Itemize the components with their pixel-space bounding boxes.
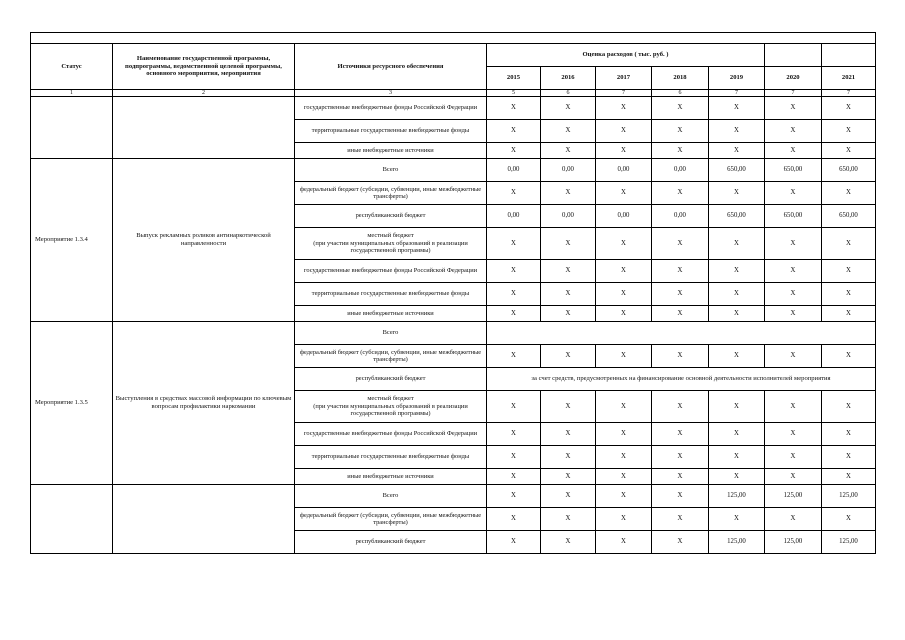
source-cell: республиканский бюджет xyxy=(295,531,487,554)
value-cell: X xyxy=(765,306,822,322)
value-cell: X xyxy=(822,283,876,306)
value-cell: X xyxy=(709,260,765,283)
program-name-cell xyxy=(113,97,295,159)
value-cell: X xyxy=(765,120,822,143)
value-cell: 0,00 xyxy=(487,205,541,228)
value-cell: X xyxy=(487,508,541,531)
value-cell: X xyxy=(765,469,822,485)
value-cell: X xyxy=(652,182,709,205)
value-cell: X xyxy=(822,97,876,120)
value-cell: 650,00 xyxy=(822,159,876,182)
value-cell: X xyxy=(487,423,541,446)
value-cell: X xyxy=(652,260,709,283)
source-cell: федеральный бюджет (субсидии, субвенции, иные межбюджетные трансферты) xyxy=(295,345,487,368)
value-cell: X xyxy=(596,423,652,446)
value-cell: 125,00 xyxy=(822,531,876,554)
source-cell: республиканский бюджет xyxy=(295,205,487,228)
value-cell: X xyxy=(822,446,876,469)
value-cell: 125,00 xyxy=(822,485,876,508)
value-cell: X xyxy=(652,423,709,446)
value-cell: 0,00 xyxy=(596,159,652,182)
value-cell: X xyxy=(596,306,652,322)
value-cell: 650,00 xyxy=(709,205,765,228)
source-cell: государственные внебюджетные фонды Российской Федерации xyxy=(295,97,487,120)
value-cell: 0,00 xyxy=(652,205,709,228)
value-cell: X xyxy=(596,143,652,159)
value-cell: X xyxy=(765,391,822,423)
value-cell: 650,00 xyxy=(822,205,876,228)
source-cell: местный бюджет (при участии муниципальных образований в реализации государственной программы) xyxy=(295,228,487,260)
value-cell: X xyxy=(541,423,596,446)
value-cell: 125,00 xyxy=(765,531,822,554)
value-cell: X xyxy=(652,120,709,143)
value-cell: X xyxy=(487,469,541,485)
value-cell: X xyxy=(822,120,876,143)
value-cell: X xyxy=(541,182,596,205)
value-cell: X xyxy=(765,283,822,306)
sources-header: Источники ресурсного обеспечения xyxy=(295,44,487,90)
source-cell: иные внебюджетные источники xyxy=(295,469,487,485)
value-cell: X xyxy=(541,260,596,283)
value-cell: 0,00 xyxy=(596,205,652,228)
value-cell: X xyxy=(487,306,541,322)
column-number: 1 xyxy=(31,90,113,97)
value-cell: 125,00 xyxy=(709,531,765,554)
value-cell: 125,00 xyxy=(765,485,822,508)
source-cell: иные внебюджетные источники xyxy=(295,143,487,159)
source-cell: иные внебюджетные источники xyxy=(295,306,487,322)
program-name-cell xyxy=(113,485,295,554)
value-cell: X xyxy=(541,143,596,159)
column-number: 5 xyxy=(487,90,541,97)
value-cell: X xyxy=(765,182,822,205)
source-cell: территориальные государственные внебюджетные фонды xyxy=(295,283,487,306)
value-cell: X xyxy=(541,531,596,554)
value-cell: X xyxy=(487,97,541,120)
empty-header-2021 xyxy=(822,44,876,67)
column-number: 2 xyxy=(113,90,295,97)
value-cell: X xyxy=(652,485,709,508)
source-cell: Всего xyxy=(295,485,487,508)
status-cell: Мероприятие 1.3.5 xyxy=(31,322,113,485)
value-cell: X xyxy=(487,531,541,554)
estimate-header xyxy=(487,44,765,67)
value-cell: X xyxy=(709,446,765,469)
value-cell: X xyxy=(709,283,765,306)
year-header: 2017 xyxy=(596,67,652,90)
table-row xyxy=(31,159,876,182)
year-header: 2015 xyxy=(487,67,541,90)
value-cell: X xyxy=(652,97,709,120)
resource-table xyxy=(30,32,876,554)
year-header: 2018 xyxy=(652,67,709,90)
value-cell: X xyxy=(541,469,596,485)
year-header: 2021 xyxy=(822,67,876,90)
value-cell: X xyxy=(487,391,541,423)
value-cell: X xyxy=(487,283,541,306)
value-cell: X xyxy=(596,485,652,508)
value-cell: X xyxy=(596,283,652,306)
value-cell: X xyxy=(541,508,596,531)
value-cell: X xyxy=(709,391,765,423)
value-cell: X xyxy=(652,143,709,159)
value-cell: X xyxy=(709,306,765,322)
value-cell: X xyxy=(487,120,541,143)
value-cell: X xyxy=(709,469,765,485)
value-cell: X xyxy=(652,345,709,368)
value-cell: X xyxy=(487,182,541,205)
column-numbers-row xyxy=(31,90,876,97)
value-cell: X xyxy=(822,143,876,159)
source-cell: Всего xyxy=(295,322,487,345)
year-header: 2016 xyxy=(541,67,596,90)
value-cell: X xyxy=(487,446,541,469)
value-cell: X xyxy=(709,228,765,260)
value-cell: 0,00 xyxy=(487,159,541,182)
value-cell: 650,00 xyxy=(765,205,822,228)
value-cell: X xyxy=(652,446,709,469)
value-cell: X xyxy=(596,97,652,120)
status-cell xyxy=(31,97,113,159)
value-cell: X xyxy=(822,391,876,423)
source-cell: республиканский бюджет xyxy=(295,368,487,391)
source-cell: федеральный бюджет (субсидии, субвенции, иные межбюджетные трансферты) xyxy=(295,508,487,531)
value-cell: X xyxy=(596,120,652,143)
table-row xyxy=(31,322,876,345)
value-cell: X xyxy=(765,260,822,283)
program-name-cell: Выступления в средствах массовой информации по ключевым вопросам профилактики наркомании xyxy=(113,322,295,485)
value-cell: X xyxy=(822,345,876,368)
value-cell: X xyxy=(487,143,541,159)
value-cell: X xyxy=(487,345,541,368)
value-cell: X xyxy=(765,97,822,120)
value-cell: X xyxy=(596,228,652,260)
value-cell: X xyxy=(652,508,709,531)
source-cell: территориальные государственные внебюджетные фонды xyxy=(295,120,487,143)
program-name-cell: Выпуск рекламных роликов антинаркотической направленности xyxy=(113,159,295,322)
value-cell: X xyxy=(822,306,876,322)
value-cell: 125,00 xyxy=(709,485,765,508)
value-cell: X xyxy=(541,228,596,260)
value-cell: X xyxy=(596,508,652,531)
status-cell: Мероприятие 1.3.4 xyxy=(31,159,113,322)
value-cell: X xyxy=(652,306,709,322)
value-cell: X xyxy=(541,120,596,143)
column-number: 7 xyxy=(709,90,765,97)
column-number: 7 xyxy=(765,90,822,97)
column-number: 7 xyxy=(596,90,652,97)
value-cell: X xyxy=(541,345,596,368)
value-cell: X xyxy=(596,391,652,423)
status-header: Статус xyxy=(31,44,113,90)
source-cell: местный бюджет (при участии муниципальных образований в реализации государственной программы) xyxy=(295,391,487,423)
empty-values-cell xyxy=(487,322,876,345)
value-cell: X xyxy=(596,531,652,554)
funding-note: за счет средств, предусмотренных на финансирование основной деятельности исполнителей мероприятия xyxy=(487,368,876,391)
value-cell: X xyxy=(765,228,822,260)
value-cell: X xyxy=(709,508,765,531)
value-cell: X xyxy=(596,446,652,469)
value-cell: X xyxy=(541,97,596,120)
value-cell: X xyxy=(709,120,765,143)
program-name-header: Наименование государственной программы, подпрограммы, ведомственной целевой программы, основного мероприятия, мероприятия xyxy=(113,44,295,90)
value-cell: X xyxy=(709,97,765,120)
value-cell: X xyxy=(652,283,709,306)
value-cell: X xyxy=(765,423,822,446)
year-header: 2020 xyxy=(765,67,822,90)
value-cell: X xyxy=(541,391,596,423)
value-cell: X xyxy=(487,485,541,508)
empty-header-2020 xyxy=(765,44,822,67)
table-row xyxy=(31,97,876,120)
top-strip xyxy=(31,33,876,44)
value-cell: X xyxy=(709,143,765,159)
value-cell: X xyxy=(487,260,541,283)
column-number: 6 xyxy=(541,90,596,97)
value-cell: X xyxy=(541,446,596,469)
table-row xyxy=(31,485,876,508)
value-cell: X xyxy=(596,345,652,368)
value-cell: X xyxy=(652,391,709,423)
value-cell: X xyxy=(822,260,876,283)
value-cell: X xyxy=(652,531,709,554)
value-cell: X xyxy=(541,283,596,306)
source-cell: государственные внебюджетные фонды Российской Федерации xyxy=(295,260,487,283)
status-cell xyxy=(31,485,113,554)
value-cell: X xyxy=(822,423,876,446)
source-cell: государственные внебюджетные фонды Российской Федерации xyxy=(295,423,487,446)
value-cell: X xyxy=(596,260,652,283)
header-row xyxy=(31,44,876,67)
value-cell: X xyxy=(765,345,822,368)
value-cell: X xyxy=(822,182,876,205)
year-header: 2019 xyxy=(709,67,765,90)
value-cell: X xyxy=(709,182,765,205)
value-cell: X xyxy=(822,228,876,260)
estimate-header-text: Оценка расходов ( тыс. руб. ) xyxy=(582,51,669,59)
source-cell: федеральный бюджет (субсидии, субвенции, иные межбюджетные трансферты) xyxy=(295,182,487,205)
value-cell: X xyxy=(596,469,652,485)
value-cell: 0,00 xyxy=(652,159,709,182)
value-cell: X xyxy=(765,143,822,159)
value-cell: X xyxy=(541,485,596,508)
value-cell: X xyxy=(487,228,541,260)
top-strip-row xyxy=(31,33,876,44)
source-cell: территориальные государственные внебюджетные фонды xyxy=(295,446,487,469)
value-cell: X xyxy=(709,423,765,446)
value-cell: 0,00 xyxy=(541,205,596,228)
value-cell: 650,00 xyxy=(765,159,822,182)
value-cell: X xyxy=(596,182,652,205)
value-cell: X xyxy=(765,446,822,469)
value-cell: X xyxy=(822,469,876,485)
value-cell: 650,00 xyxy=(709,159,765,182)
value-cell: 0,00 xyxy=(541,159,596,182)
value-cell: X xyxy=(541,306,596,322)
source-cell: Всего xyxy=(295,159,487,182)
value-cell: X xyxy=(652,228,709,260)
column-number: 6 xyxy=(652,90,709,97)
column-number: 7 xyxy=(822,90,876,97)
value-cell: X xyxy=(652,469,709,485)
value-cell: X xyxy=(765,508,822,531)
column-number: 3 xyxy=(295,90,487,97)
value-cell: X xyxy=(822,508,876,531)
value-cell: X xyxy=(709,345,765,368)
